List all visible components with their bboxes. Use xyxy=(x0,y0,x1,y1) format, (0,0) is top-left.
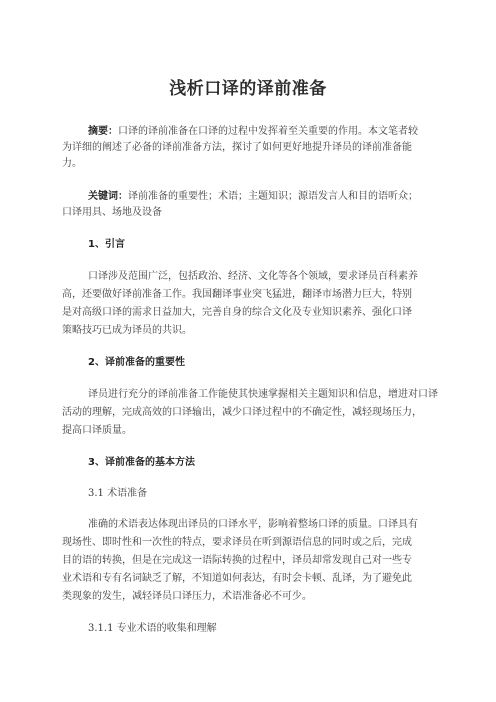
keywords-text-1: 译前准备的重要性；术语；主题知识；源语发言人和目的语听众； xyxy=(128,191,418,202)
section-2-line-2: 活动的理解，完成高效的口译输出，减少口译过程中的不确定性，减轻现场压力， xyxy=(62,407,422,418)
section-1-line-1: 口译涉及范围广泛，包括政治、经济、文化等各个领域，要求译员百科素养 xyxy=(88,271,418,282)
keywords-label: 关键词： xyxy=(88,191,128,202)
section-1-heading: 1、引言 xyxy=(88,239,125,250)
section-2-line-1: 译员进行充分的译前准备工作能使其快速掌握相关主题知识和信息，增进对口译 xyxy=(88,389,438,400)
section-2-line-3: 提高口译质量。 xyxy=(62,425,132,436)
abstract-line-3: 力。 xyxy=(62,158,82,169)
abstract-line-1 xyxy=(88,125,418,139)
abstract-line-2: 为详细的阐述了必备的译前准备方法，探讨了如何更好地提升译员的译前准备能 xyxy=(62,142,412,153)
section-3-line-1: 准确的术语表达体现出译员的口译水平，影响着整场口译的质量。口译具有 xyxy=(88,519,418,530)
section-2-heading: 2、译前准备的重要性 xyxy=(88,357,185,368)
section-3-line-5: 类现象的发生，减轻译员口译压力，术语准备必不可少。 xyxy=(62,591,312,602)
section-3-line-4: 业术语和专有名词缺乏了解，不知道如何表达，有时会卡顿、乱译，为了避免此 xyxy=(62,573,412,584)
keywords-line-1 xyxy=(88,190,418,204)
section-1-line-4: 策略技巧已成为译员的共识。 xyxy=(62,325,192,336)
section-3-1-subheading: 3.1 术语准备 xyxy=(88,488,148,499)
section-1-line-2: 高，还要做好译前准备工作。我国翻译事业突飞猛进，翻译市场潜力巨大，特别 xyxy=(62,289,412,300)
section-3-heading: 3、译前准备的基本方法 xyxy=(88,457,195,468)
section-1-line-3: 是对高级口译的需求日益加大，完善自身的综合文化及专业知识素养、强化口译 xyxy=(62,307,412,318)
section-3-1-1-subheading: 3.1.1 专业术语的收集和理解 xyxy=(88,623,217,634)
page-title: 浅析口译的译前准备 xyxy=(169,79,327,99)
section-3-line-3: 目的语的转换，但是在完成这一语际转换的过程中，译员却常发现自己对一些专 xyxy=(62,555,412,566)
section-3-line-2: 现场性、即时性和一次性的特点，要求译员在听到源语信息的同时或之后，完成 xyxy=(62,537,412,548)
abstract-label: 摘要： xyxy=(88,126,118,137)
abstract-text-1: 口译的译前准备在口译的过程中发挥着至关重要的作用。本文笔者较 xyxy=(118,126,418,137)
keywords-line-2: 口译用具、场地及设备 xyxy=(62,207,162,218)
